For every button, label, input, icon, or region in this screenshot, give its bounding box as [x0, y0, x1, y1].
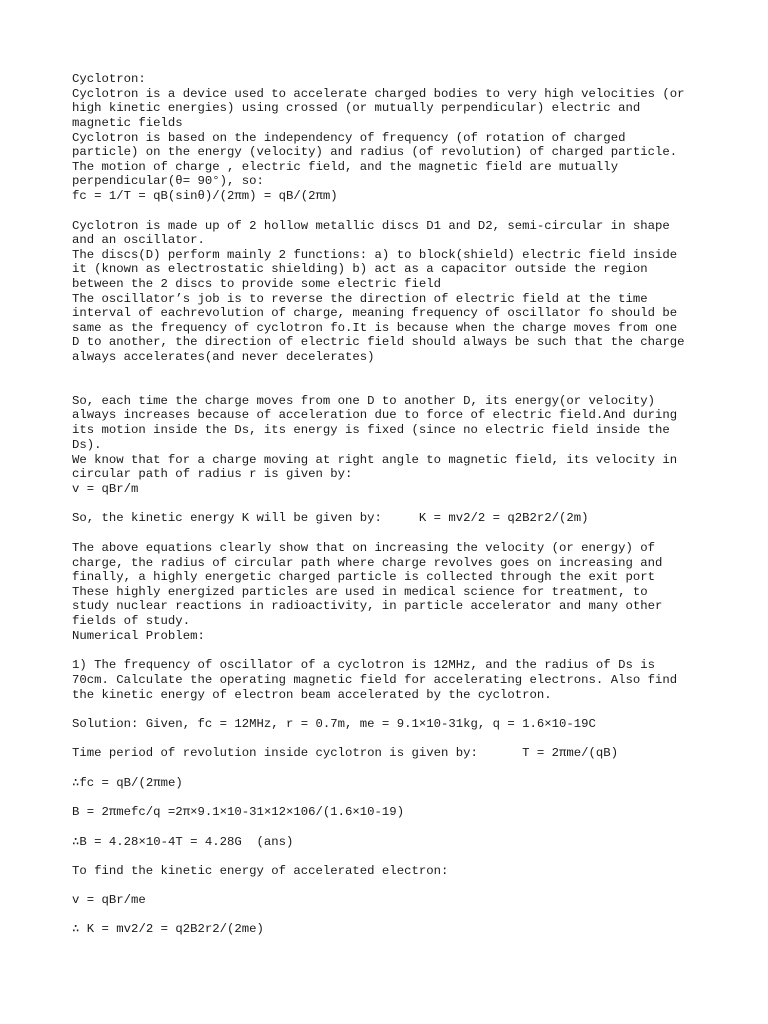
section-title: Cyclotron:: [72, 72, 146, 86]
text-line: always increases because of acceleration due to force of electric field.And during: [72, 408, 678, 422]
problem-line: the kinetic energy of electron beam accelerated by the cyclotron.: [72, 688, 552, 702]
text-line: D to another, the direction of electric field should always be such that the charge: [72, 335, 685, 349]
text-line: study nuclear reactions in radioactivity, in particle accelerator and many other: [72, 599, 663, 613]
text-line: high kinetic energies) using crossed (or mutually perpendicular) electric and: [72, 101, 641, 115]
text-line: Cyclotron is based on the independency of frequency (of rotation of charged: [72, 131, 626, 145]
formula-line: ∴ K = mv2/2 = q2B2r2/(2me): [72, 922, 264, 936]
text-line: circular path of radius r is given by:: [72, 467, 353, 481]
section-heading: Numerical Problem:: [72, 629, 205, 643]
formula-line: ∴fc = qB/(2πme): [72, 776, 183, 790]
formula-line: v = qBr/m: [72, 482, 139, 496]
text-line: The motion of charge , electric field, and the magnetic field are mutually: [72, 160, 619, 174]
problem-line: 70cm. Calculate the operating magnetic field for accelerating electrons. Also find: [72, 673, 678, 687]
problem-line: 1) The frequency of oscillator of a cyclotron is 12MHz, and the radius of Ds is: [72, 658, 655, 672]
text-line: Cyclotron is made up of 2 hollow metallic discs D1 and D2, semi-circular in shape: [72, 219, 670, 233]
text-line: particle) on the energy (velocity) and radius (of revolution) of charged particle.: [72, 145, 678, 159]
text-line: We know that for a charge moving at right angle to magnetic field, its velocity in: [72, 453, 678, 467]
text-line: So, each time the charge moves from one D to another D, its energy(or velocity): [72, 394, 655, 408]
text-line: charge, the radius of circular path where charge revolves goes on increasing and: [72, 556, 663, 570]
text-line: Ds).: [72, 438, 102, 452]
text-line: its motion inside the Ds, its energy is fixed (since no electric field inside the: [72, 423, 670, 437]
solution-line: To find the kinetic energy of accelerated electron:: [72, 864, 449, 878]
text-line: These highly energized particles are used in medical science for treatment, to: [72, 585, 648, 599]
text-line: same as the frequency of cyclotron fo.It is because when the charge moves from one: [72, 321, 678, 335]
text-line: and an oscillator.: [72, 233, 205, 247]
text-line: The above equations clearly show that on increasing the velocity (or energy) of: [72, 541, 655, 555]
text-line: perpendicular(θ= 90°), so:: [72, 174, 264, 188]
text-line: magnetic fields: [72, 116, 183, 130]
text-line: The oscillator’s job is to reverse the direction of electric field at the time: [72, 292, 648, 306]
text-line: between the 2 discs to provide some electric field: [72, 277, 441, 291]
answer-line: ∴B = 4.28×10-4T = 4.28G (ans): [72, 835, 294, 849]
text-line: it (known as electrostatic shielding) b) act as a capacitor outside the region: [72, 262, 648, 276]
formula-line: So, the kinetic energy K will be given by: K = mv2/2 = q2B2r2/(2m): [72, 511, 589, 525]
text-line: The discs(D) perform mainly 2 functions: a) to block(shield) electric field inside: [72, 248, 678, 262]
solution-line: Solution: Given, fc = 12MHz, r = 0.7m, me = 9.1×10-31kg, q = 1.6×10-19C: [72, 717, 596, 731]
formula-line: B = 2πmefc/q =2π×9.1×10-31×12×106/(1.6×10-19): [72, 805, 405, 819]
text-line: always accelerates(and never decelerates): [72, 350, 375, 364]
text-line: finally, a highly energetic charged particle is collected through the exit port: [72, 570, 655, 584]
formula-line: fc = 1/T = qB(sinθ)/(2πm) = qB/(2πm): [72, 189, 338, 203]
text-line: Cyclotron is a device used to accelerate charged bodies to very high velocities (or: [72, 87, 685, 101]
formula-line: v = qBr/me: [72, 893, 146, 907]
text-line: fields of study.: [72, 614, 191, 628]
text-line: interval of eachrevolution of charge, meaning frequency of oscillator fo should be: [72, 306, 678, 320]
solution-line: Time period of revolution inside cyclotron is given by: T = 2πme/(qB): [72, 746, 619, 760]
